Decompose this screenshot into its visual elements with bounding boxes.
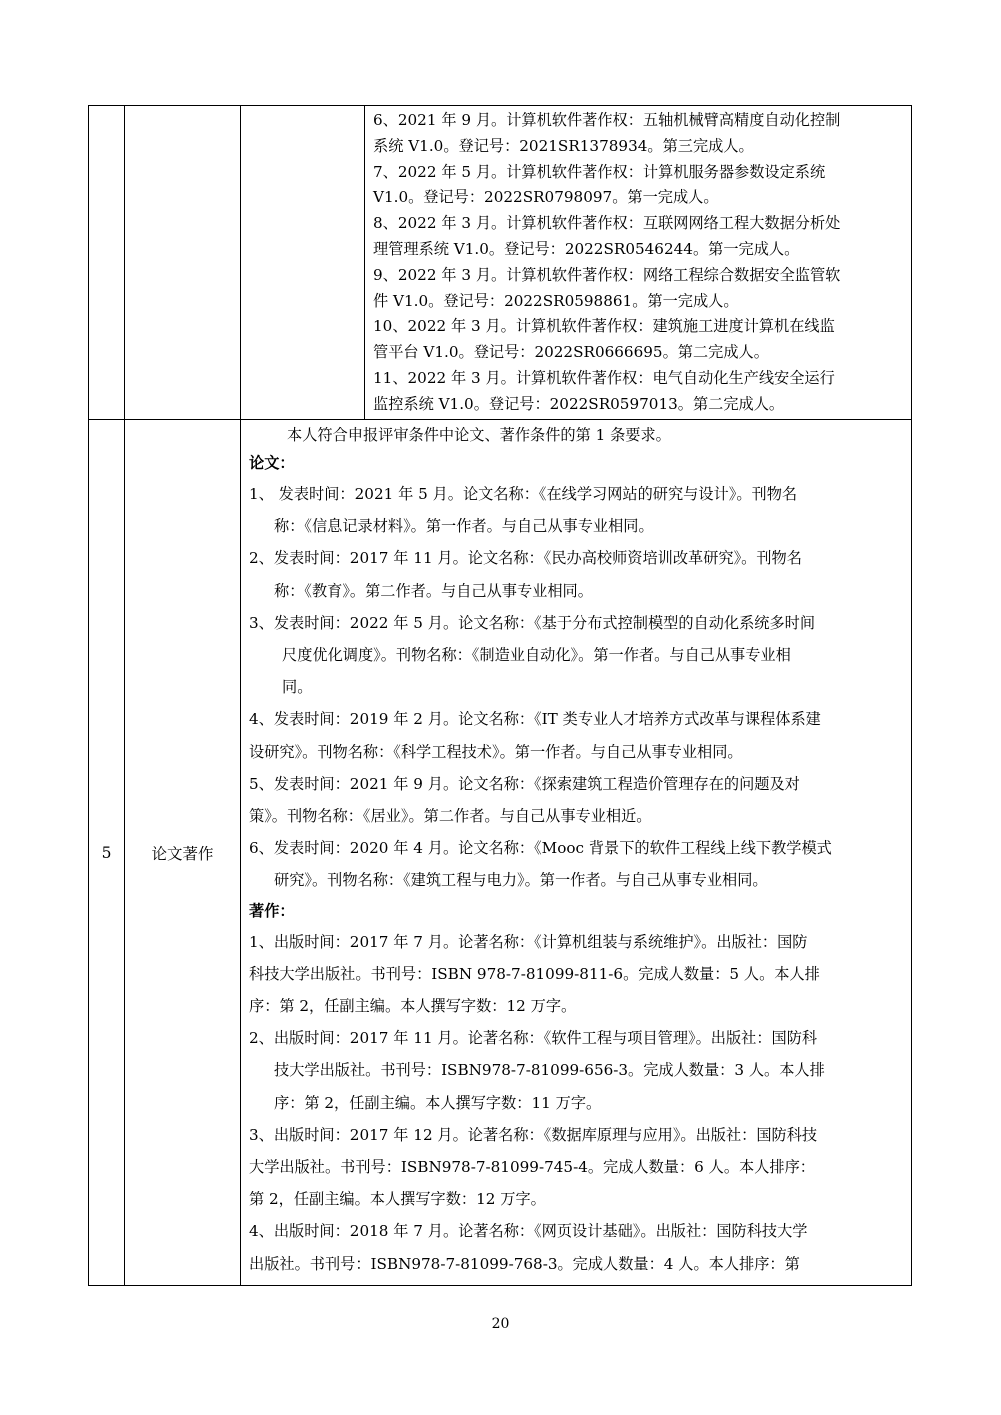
list-item — [249, 1119, 907, 1216]
list-item-line: 5、发表时间：2021 年 9 月。论文名称：《探索建筑工程造价管理存在的问题及对 — [249, 774, 800, 793]
list-item — [373, 366, 901, 418]
list-item-line: 9、2022 年 3 月。计算机软件著作权：网络工程综合数据安全监管软 — [373, 265, 841, 284]
list-item — [249, 1022, 907, 1119]
list-item-line: V1.0。登记号：2022SR0798097。第一完成人。 — [373, 188, 719, 207]
list-item — [249, 768, 907, 832]
list-item-line: 称：《信息记录材料》。第一作者。与自己从事专业相同。 — [274, 517, 654, 536]
intro-text: 本人符合申报评审条件中论文、著作条件的第 1 条要求。 — [287, 426, 671, 444]
list-item-line: 系统 V1.0。登记号：2021SR1378934。第三完成人。 — [373, 136, 754, 155]
row-number: 5 — [89, 420, 125, 1286]
list-item-line: 第 2，任副主编。本人撰写字数：12 万字。 — [249, 1190, 546, 1209]
list-item-line: 管平台 V1.0。登记号：2022SR0666695。第二完成人。 — [373, 343, 769, 362]
page-number: 20 — [491, 1316, 510, 1332]
table-row — [89, 106, 912, 420]
list-item-line: 3、出版时间：2017 年 12 月。论著名称：《数据库原理与应用》。出版社：国防科技 — [249, 1125, 818, 1144]
list-item-line: 策》。刊物名称：《居业》。第二作者。与自己从事专业相近。 — [249, 807, 652, 826]
software-copyright-cell — [365, 106, 912, 420]
list-item-line: 序：第 2，任副主编。本人撰写字数：11 万字。 — [274, 1093, 602, 1112]
list-item-line: 技大学出版社。书刊号：ISBN978-7-81099-656-3。完成人数量：3 人。本人排 — [274, 1061, 825, 1080]
list-item — [373, 160, 901, 212]
list-item — [249, 832, 907, 896]
list-item-line: 10、2022 年 3 月。计算机软件著作权：建筑施工进度计算机在线监 — [373, 317, 835, 336]
list-item-line: 2、出版时间：2017 年 11 月。论著名称：《软件工程与项目管理》。出版社：国防科 — [249, 1029, 818, 1048]
list-item-line: 6、2021 年 9 月。计算机软件著作权：五轴机械臂高精度自动化控制 — [373, 111, 841, 129]
list-item-line: 3、发表时间：2022 年 5 月。论文名称：《基于分布式控制模型的自动化系统多时间 — [249, 613, 816, 632]
row-content-cell — [241, 420, 912, 1286]
papers-heading: 论文： — [249, 454, 295, 472]
list-item — [249, 926, 907, 1023]
list-item — [373, 314, 901, 366]
list-item-line: 6、发表时间：2020 年 4 月。论文名称：《Mooc 背景下的软件工程线上线下教学模式 — [249, 839, 832, 858]
list-item — [373, 263, 901, 315]
software-copyright-list — [365, 106, 911, 418]
list-item-line: 件 V1.0。登记号：2022SR0598861。第一完成人。 — [373, 291, 739, 310]
books-heading: 著作： — [249, 901, 295, 920]
list-item-line: 监控系统 V1.0。登记号：2022SR0597013。第二完成人。 — [373, 394, 785, 413]
list-item-line: 称：《教育》。第二作者。与自己从事专业相同。 — [274, 581, 593, 600]
list-item — [249, 1215, 907, 1279]
list-item-line: 设研究》。刊物名称：《科学工程技术》。第一作者。与自己从事专业相同。 — [249, 742, 743, 761]
list-item — [373, 211, 901, 263]
list-item-line: 序：第 2，任副主编。本人撰写字数：12 万字。 — [249, 997, 577, 1016]
list-item — [373, 108, 901, 160]
qualification-table — [88, 105, 912, 1286]
list-item-line: 1、出版时间：2017 年 7 月。论著名称：《计算机组装与系统维护》。出版社：国防 — [249, 932, 808, 951]
list-item-line: 8、2022 年 3 月。计算机软件著作权：互联网网络工程大数据分析处 — [373, 214, 841, 233]
table-row — [89, 420, 912, 1286]
list-item-line: 4、出版时间：2018 年 7 月。论著名称：《网页设计基础》。出版社：国防科技大学 — [249, 1222, 808, 1241]
list-item-line: 11、2022 年 3 月。计算机软件著作权：电气自动化生产线安全运行 — [373, 368, 835, 387]
list-item-line: 理管理系统 V1.0。登记号：2022SR0546244。第一完成人。 — [373, 239, 800, 258]
list-item — [249, 542, 907, 606]
category-cell-empty — [125, 106, 241, 420]
list-item-line: 研究》。刊物名称：《建筑工程与电力》。第一作者。与自己从事专业相同。 — [274, 871, 768, 890]
papers-list — [249, 478, 907, 897]
list-item-line: 1、 发表时间：2021 年 5 月。论文名称：《在线学习网站的研究与设计》。刊物名 — [249, 485, 798, 503]
list-item-line: 尺度优化调度》。刊物名称：《制造业自动化》。第一作者。与自己从事专业相 — [282, 646, 791, 665]
list-item-line: 出版社。书刊号：ISBN978-7-81099-768-3。完成人数量：4 人。本人排序：第 — [249, 1254, 800, 1273]
row-category: 论文著作 — [125, 420, 241, 1286]
list-item-line: 科技大学出版社。书刊号：ISBN 978-7-81099-811-6。完成人数量：5 人。本人排 — [249, 964, 820, 983]
row-content — [241, 420, 911, 1280]
list-item-line: 2、发表时间：2017 年 11 月。论文名称：《民办高校师资培训改革研究》。刊物名 — [249, 549, 802, 568]
list-item-line: 4、发表时间：2019 年 2 月。论文名称：《IT 类专业人才培养方式改革与课程体系建 — [249, 710, 821, 729]
books-list — [249, 926, 907, 1280]
list-item-line: 大学出版社。书刊号：ISBN978-7-81099-745-4。完成人数量：6 人。本人排序： — [249, 1158, 815, 1177]
list-item — [249, 478, 907, 542]
list-item-line: 7、2022 年 5 月。计算机软件著作权：计算机服务器参数设定系统 — [373, 162, 826, 181]
list-item — [249, 703, 907, 767]
list-item-line: 同。 — [282, 678, 313, 697]
subcategory-cell-empty — [241, 106, 365, 420]
list-item — [249, 607, 907, 704]
number-cell-empty — [89, 106, 125, 420]
